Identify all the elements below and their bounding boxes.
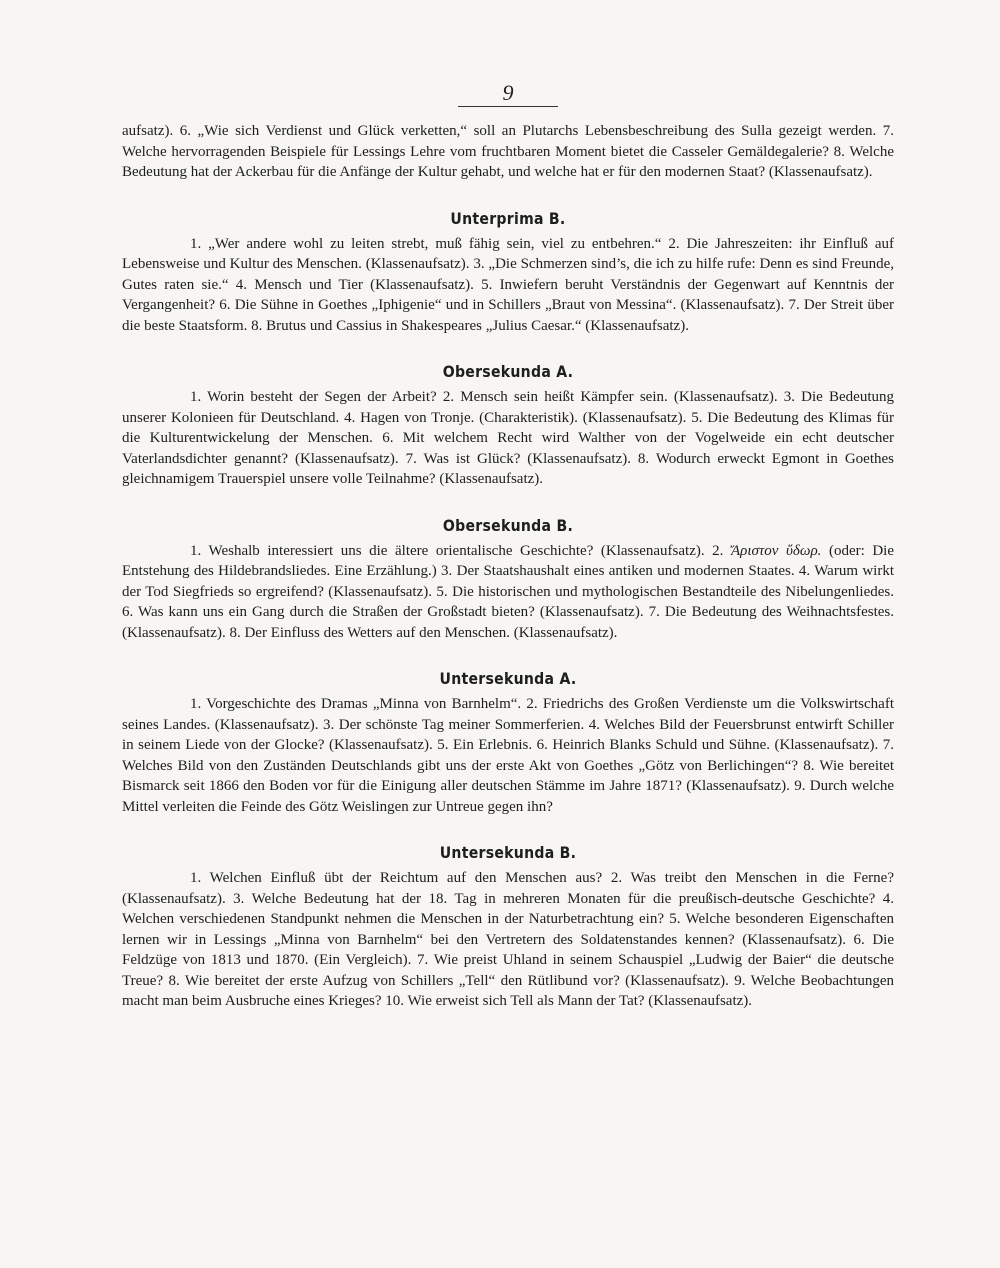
intro-paragraph: aufsatz). 6. „Wie sich Verdienst und Glück verketten,“ soll an Plutarchs Lebensbeschreibung des Sulla gezeigt werden. 7. Welche hervorragenden Beispiele für Lessings Lehre vom fruchtbaren Moment bietet die Casseler Gemäldegalerie? 8. Welche Bedeutung hat der Ackerbau für die Anfänge der Kultur gehabt, und welche hat er für den modernen Staat? (Klassenaufsatz). [122, 123, 894, 180]
section-text-untersekunda-b: 1. Welchen Einfluß übt der Reichtum auf den Menschen aus? 2. Was treibt den Menschen in die Ferne? (Klassenaufsatz). 3. Welche Bedeutung hat der 18. Tag in mehreren Monaten für die preußisch-deutsche Geschichte? 4. Welchen verschiedenen Standpunkt nehmen die Menschen in der Naturbetrachtung ein? 5. Welche besonderen Eigenschaften lernen wir in Lessings „Minna von Barnhelm“ bei den Vertretern des Soldatenstandes kennen? (Klassenaufsatz). 6. Die Feldzüge von 1813 und 1870. (Ein Vergleich). 7. Wie preist Uhland in seinem Schauspiel „Ludwig der Baier“ die deutsche Treue? 8. Wie bereitet der erste Aufzug von Schillers „Tell“ den Rütlibund vor? (Klassenaufsatz). 9. Welche Beobachtungen macht man beim Ausbruche eines Krieges? 10. Wie erweist sich Tell als Mann der Tat? (Klassenaufsatz). [122, 870, 894, 1009]
document-page [122, 80, 894, 1012]
section-heading-untersekunda-b: Untersekunda B. [439, 843, 577, 862]
section-text-obersekunda-b-part1: 1. Weshalb interessiert uns die ältere orientalische Geschichte? (Klassenaufsatz). 2. [190, 542, 731, 559]
page-number-rule [458, 106, 558, 107]
greek-quotation: Ἄριστον ὕδωρ. [730, 542, 822, 559]
section-text-obersekunda-b [122, 541, 894, 644]
section-heading-untersekunda-a: Untersekunda A. [439, 669, 577, 688]
section-heading-obersekunda-a: Obersekunda A. [442, 362, 574, 381]
section-text-untersekunda-a: 1. Vorgeschichte des Dramas „Minna von Barnhelm“. 2. Friedrichs des Großen Verdienste um die Volkswirtschaft seines Landes. (Klassenaufsatz). 3. Der schönste Tag meiner Sommerferien. 4. Welches Bild der Feuersbrunst entwirft Schiller in seinem Liede von der Glocke? (Klassenaufsatz). 5. Ein Erlebnis. 6. Heinrich Blanks Schuld und Sühne. (Klassenaufsatz). 7. Welches Bild von den Zuständen Deutschlands gibt uns der erste Akt von Goethes „Götz von Berlichingen“? 8. Wie bereitet Bismarck seit 1866 den Boden vor für die Einigung aller deutschen Stämme im Jahre 1871? (Klassenaufsatz). 9. Durch welche Mittel verleiten die Feinde des Götz Weislingen zur Untreue gegen ihn? [122, 696, 894, 815]
section-text-obersekunda-b-part2: (oder: Die Entstehung des Hildebrandsliedes. Eine Erzählung.) 3. Der Staatshaushalt eines antiken und modernen Staates. 4. Warum wirkt der Tod Siegfrieds so ergreifend? (Klassenaufsatz). 5. Die historischen und mythologischen Bestandteile des Nibelungenliedes. 6. Was kann uns ein Gang durch die Straßen der Großstadt bieten? (Klassenaufsatz). 7. Die Bedeutung des Weihnachtsfestes. (Klassenaufsatz). 8. Der Einfluss des Wetters auf den Menschen. (Klassenaufsatz). [122, 542, 894, 641]
section-text-obersekunda-a: 1. Worin besteht der Segen der Arbeit? 2. Mensch sein heißt Kämpfer sein. (Klassenaufsatz). 3. Die Bedeutung unserer Kolonieen für Deutschland. 4. Hagen von Tronje. (Charakteristik). (Klassenaufsatz). 5. Die Bedeutung des Klimas für die Kulturentwickelung der Menschen. 6. Mit welchem Recht wird Walther von der Vogelweide ein echt deutscher Vaterlandsdichter genannt? (Klassenaufsatz). 7. Was ist Glück? (Klassenaufsatz). 8. Wodurch erweckt Egmont in Goethes gleichnamigem Trauerspiel unsere volle Teilnahme? (Klassenaufsatz). [122, 389, 894, 487]
section-heading-obersekunda-b: Obersekunda B. [442, 515, 574, 535]
page-number: 9 [502, 80, 514, 105]
section-text-unterprima-b: 1. „Wer andere wohl zu leiten strebt, muß fähig sein, viel zu entbehren.“ 2. Die Jahreszeiten: ihr Einfluß auf Lebensweise und Kultur des Menschen. (Klassenaufsatz). 3. „Die Schmerzen sind’s, die ich zu hilfe rufe: Denn es sind Freunde, Gutes raten sie.“ 4. Mensch und Tier (Klassenaufsatz). 5. Inwiefern beruht Verständnis der Gegenwart auf Kenntnis der Vergangenheit? 6. Die Sühne in Goethes „Iphigenie“ und in Schillers „Braut von Messina“. (Klassenaufsatz). 7. Der Streit über die beste Staatsform. 8. Brutus und Cassius in Shakespeares „Julius Caesar.“ (Klassenaufsatz). [122, 235, 894, 334]
section-heading-unterprima-b: Unterprima B. [450, 208, 566, 228]
